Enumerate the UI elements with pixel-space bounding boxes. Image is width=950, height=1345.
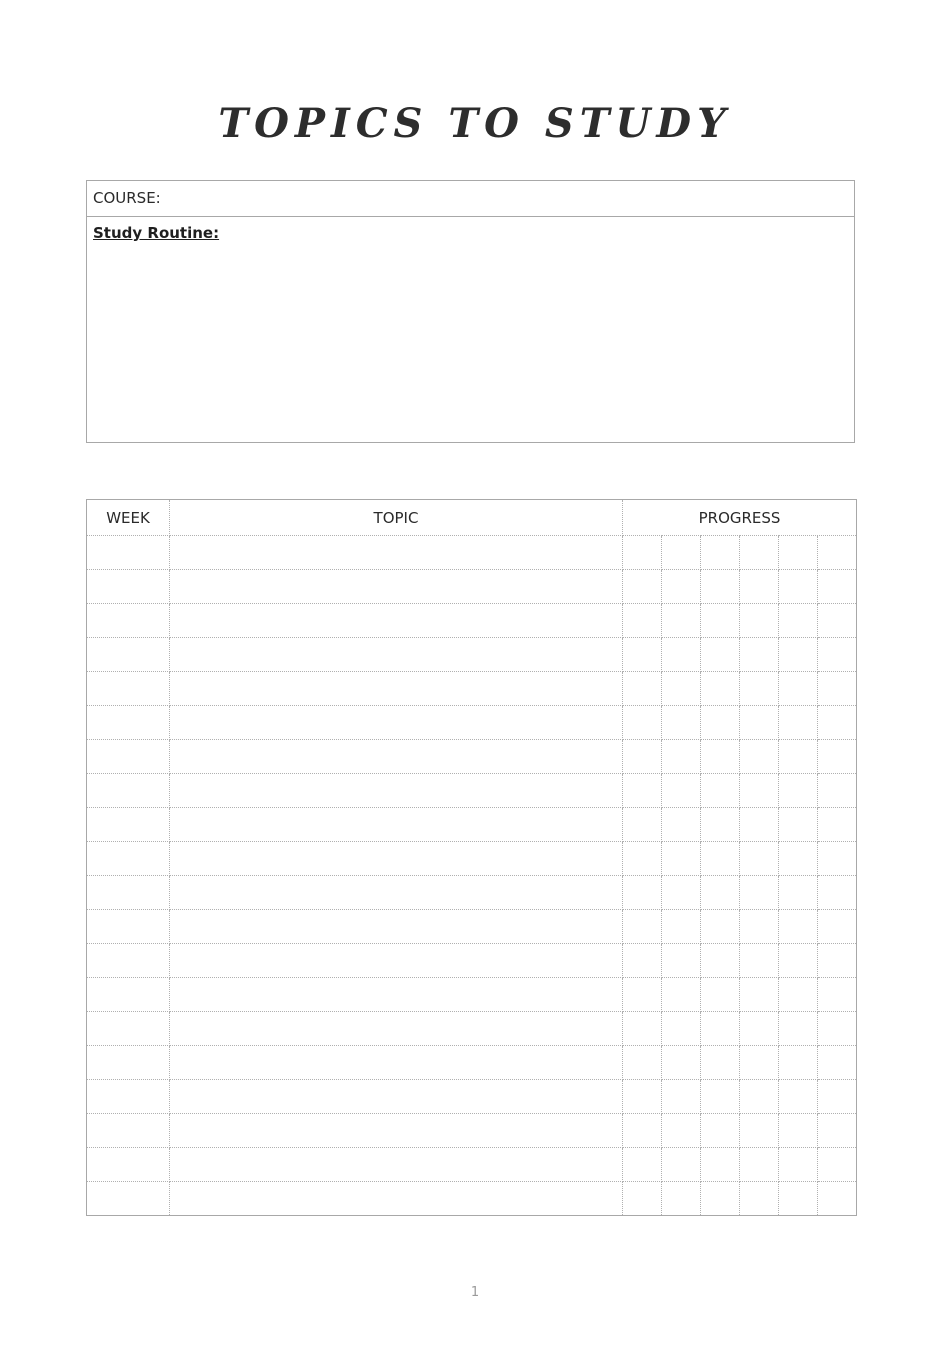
topic-cell[interactable] [170, 706, 623, 740]
progress-checkbox-cell[interactable] [818, 1114, 857, 1148]
progress-checkbox-cell[interactable] [701, 1046, 740, 1080]
table-row [87, 978, 857, 1012]
progress-checkbox-cell[interactable] [623, 1114, 662, 1148]
course-info-box [86, 180, 855, 443]
table-header-row [87, 500, 857, 536]
table-row [87, 740, 857, 774]
topic-cell[interactable] [170, 978, 623, 1012]
table-body [87, 536, 857, 1216]
progress-checkbox-cell[interactable] [623, 910, 662, 944]
week-cell[interactable] [87, 978, 170, 1012]
progress-checkbox-cell[interactable] [662, 1012, 701, 1046]
progress-checkbox-cell[interactable] [818, 740, 857, 774]
progress-checkbox-cell[interactable] [623, 706, 662, 740]
progress-checkbox-cell[interactable] [662, 1114, 701, 1148]
progress-checkbox-cell[interactable] [623, 808, 662, 842]
progress-checkbox-cell[interactable] [662, 1182, 701, 1216]
progress-checkbox-cell[interactable] [818, 1148, 857, 1182]
progress-checkbox-cell[interactable] [818, 604, 857, 638]
progress-checkbox-cell[interactable] [662, 672, 701, 706]
table-row [87, 638, 857, 672]
progress-checkbox-cell[interactable] [818, 910, 857, 944]
progress-checkbox-cell[interactable] [623, 1148, 662, 1182]
week-cell[interactable] [87, 774, 170, 808]
progress-checkbox-cell[interactable] [779, 740, 818, 774]
topic-cell[interactable] [170, 1046, 623, 1080]
progress-checkbox-cell[interactable] [818, 1182, 857, 1216]
week-cell[interactable] [87, 944, 170, 978]
progress-checkbox-cell[interactable] [623, 1182, 662, 1216]
progress-checkbox-cell[interactable] [662, 1148, 701, 1182]
progress-checkbox-cell[interactable] [779, 638, 818, 672]
progress-checkbox-cell[interactable] [701, 1114, 740, 1148]
topic-cell[interactable] [170, 1148, 623, 1182]
topic-cell[interactable] [170, 536, 623, 570]
topic-cell[interactable] [170, 740, 623, 774]
topic-cell[interactable] [170, 638, 623, 672]
progress-checkbox-cell[interactable] [740, 570, 779, 604]
progress-checkbox-cell[interactable] [818, 1012, 857, 1046]
progress-checkbox-cell[interactable] [779, 774, 818, 808]
progress-checkbox-cell[interactable] [818, 808, 857, 842]
progress-checkbox-cell[interactable] [740, 1046, 779, 1080]
table-row [87, 1012, 857, 1046]
topic-cell[interactable] [170, 1182, 623, 1216]
progress-checkbox-cell[interactable] [662, 1046, 701, 1080]
progress-checkbox-cell[interactable] [701, 808, 740, 842]
topic-cell[interactable] [170, 1012, 623, 1046]
progress-checkbox-cell[interactable] [701, 638, 740, 672]
week-cell[interactable] [87, 1080, 170, 1114]
progress-checkbox-cell[interactable] [623, 740, 662, 774]
progress-checkbox-cell[interactable] [818, 706, 857, 740]
progress-checkbox-cell[interactable] [818, 1046, 857, 1080]
progress-checkbox-cell[interactable] [779, 944, 818, 978]
progress-checkbox-cell[interactable] [662, 536, 701, 570]
progress-checkbox-cell[interactable] [740, 740, 779, 774]
table-row [87, 706, 857, 740]
page-title: TOPICS TO STUDY [218, 100, 732, 147]
table-row [87, 1182, 857, 1216]
progress-header: PROGRESS [623, 500, 857, 536]
progress-checkbox-cell[interactable] [662, 910, 701, 944]
progress-checkbox-cell[interactable] [623, 774, 662, 808]
week-cell[interactable] [87, 1012, 170, 1046]
table-row [87, 604, 857, 638]
progress-checkbox-cell[interactable] [701, 774, 740, 808]
progress-checkbox-cell[interactable] [662, 808, 701, 842]
progress-checkbox-cell[interactable] [662, 978, 701, 1012]
week-cell[interactable] [87, 1114, 170, 1148]
topic-cell[interactable] [170, 808, 623, 842]
progress-checkbox-cell[interactable] [740, 706, 779, 740]
progress-checkbox-cell[interactable] [779, 1080, 818, 1114]
topic-cell[interactable] [170, 910, 623, 944]
progress-checkbox-cell[interactable] [623, 570, 662, 604]
progress-checkbox-cell[interactable] [779, 910, 818, 944]
progress-checkbox-cell[interactable] [623, 1012, 662, 1046]
topics-table [86, 499, 857, 1216]
progress-checkbox-cell[interactable] [779, 1012, 818, 1046]
study-routine-label: Study Routine: [93, 224, 220, 242]
week-cell[interactable] [87, 638, 170, 672]
progress-checkbox-cell[interactable] [740, 842, 779, 876]
week-cell[interactable] [87, 570, 170, 604]
progress-checkbox-cell[interactable] [818, 672, 857, 706]
progress-checkbox-cell[interactable] [701, 944, 740, 978]
progress-checkbox-cell[interactable] [818, 1080, 857, 1114]
progress-checkbox-cell[interactable] [701, 1148, 740, 1182]
course-label: COURSE: [93, 189, 161, 207]
progress-checkbox-cell[interactable] [701, 842, 740, 876]
progress-checkbox-cell[interactable] [701, 604, 740, 638]
progress-checkbox-cell[interactable] [818, 842, 857, 876]
progress-checkbox-cell[interactable] [740, 604, 779, 638]
week-cell[interactable] [87, 1148, 170, 1182]
table-row [87, 1114, 857, 1148]
progress-checkbox-cell[interactable] [779, 1046, 818, 1080]
topic-cell[interactable] [170, 1080, 623, 1114]
progress-checkbox-cell[interactable] [818, 774, 857, 808]
progress-checkbox-cell[interactable] [740, 536, 779, 570]
progress-checkbox-cell[interactable] [740, 944, 779, 978]
progress-checkbox-cell[interactable] [740, 1148, 779, 1182]
table-row [87, 672, 857, 706]
table-row [87, 570, 857, 604]
topic-cell[interactable] [170, 876, 623, 910]
week-cell[interactable] [87, 876, 170, 910]
progress-checkbox-cell[interactable] [779, 604, 818, 638]
progress-checkbox-cell[interactable] [740, 876, 779, 910]
progress-checkbox-cell[interactable] [740, 808, 779, 842]
progress-checkbox-cell[interactable] [740, 774, 779, 808]
topic-cell[interactable] [170, 944, 623, 978]
page-number: 1 [470, 1285, 480, 1300]
progress-checkbox-cell[interactable] [740, 1182, 779, 1216]
progress-checkbox-cell[interactable] [701, 570, 740, 604]
topic-header: TOPIC [170, 500, 623, 536]
progress-checkbox-cell[interactable] [662, 876, 701, 910]
progress-checkbox-cell[interactable] [623, 1046, 662, 1080]
progress-checkbox-cell[interactable] [662, 740, 701, 774]
progress-checkbox-cell[interactable] [740, 1114, 779, 1148]
progress-checkbox-cell[interactable] [623, 876, 662, 910]
progress-checkbox-cell[interactable] [779, 570, 818, 604]
table-row [87, 536, 857, 570]
progress-checkbox-cell[interactable] [818, 876, 857, 910]
progress-checkbox-cell[interactable] [623, 604, 662, 638]
progress-checkbox-cell[interactable] [662, 1080, 701, 1114]
progress-checkbox-cell[interactable] [818, 978, 857, 1012]
progress-checkbox-cell[interactable] [740, 910, 779, 944]
progress-checkbox-cell[interactable] [662, 638, 701, 672]
progress-checkbox-cell[interactable] [701, 910, 740, 944]
week-cell[interactable] [87, 842, 170, 876]
progress-checkbox-cell[interactable] [623, 672, 662, 706]
topic-cell[interactable] [170, 570, 623, 604]
progress-checkbox-cell[interactable] [779, 536, 818, 570]
topic-cell[interactable] [170, 774, 623, 808]
progress-checkbox-cell[interactable] [701, 740, 740, 774]
progress-checkbox-cell[interactable] [701, 536, 740, 570]
progress-checkbox-cell[interactable] [818, 944, 857, 978]
table-row [87, 808, 857, 842]
progress-checkbox-cell[interactable] [662, 570, 701, 604]
table-row [87, 1080, 857, 1114]
week-cell[interactable] [87, 910, 170, 944]
week-cell[interactable] [87, 808, 170, 842]
week-header: WEEK [87, 500, 170, 536]
table-row [87, 876, 857, 910]
progress-checkbox-cell[interactable] [740, 978, 779, 1012]
progress-checkbox-cell[interactable] [623, 536, 662, 570]
progress-checkbox-cell[interactable] [779, 672, 818, 706]
table-row [87, 944, 857, 978]
course-field[interactable] [87, 181, 854, 217]
progress-checkbox-cell[interactable] [701, 706, 740, 740]
table-row [87, 1148, 857, 1182]
progress-checkbox-cell[interactable] [662, 842, 701, 876]
progress-checkbox-cell[interactable] [740, 1080, 779, 1114]
week-cell[interactable] [87, 672, 170, 706]
progress-checkbox-cell[interactable] [818, 536, 857, 570]
progress-checkbox-cell[interactable] [701, 1012, 740, 1046]
progress-checkbox-cell[interactable] [779, 1148, 818, 1182]
progress-checkbox-cell[interactable] [740, 1012, 779, 1046]
progress-checkbox-cell[interactable] [779, 842, 818, 876]
progress-checkbox-cell[interactable] [701, 876, 740, 910]
progress-checkbox-cell[interactable] [779, 978, 818, 1012]
week-cell[interactable] [87, 1046, 170, 1080]
table-row [87, 774, 857, 808]
table-row [87, 842, 857, 876]
week-cell[interactable] [87, 740, 170, 774]
progress-checkbox-cell[interactable] [701, 978, 740, 1012]
progress-checkbox-cell[interactable] [662, 706, 701, 740]
progress-checkbox-cell[interactable] [818, 638, 857, 672]
progress-checkbox-cell[interactable] [701, 672, 740, 706]
table-row [87, 1046, 857, 1080]
progress-checkbox-cell[interactable] [662, 604, 701, 638]
progress-checkbox-cell[interactable] [779, 876, 818, 910]
progress-checkbox-cell[interactable] [779, 706, 818, 740]
topic-cell[interactable] [170, 604, 623, 638]
progress-checkbox-cell[interactable] [623, 1080, 662, 1114]
progress-checkbox-cell[interactable] [701, 1182, 740, 1216]
progress-checkbox-cell[interactable] [779, 1114, 818, 1148]
progress-checkbox-cell[interactable] [662, 944, 701, 978]
week-cell[interactable] [87, 706, 170, 740]
progress-checkbox-cell[interactable] [623, 842, 662, 876]
topic-cell[interactable] [170, 672, 623, 706]
progress-checkbox-cell[interactable] [740, 638, 779, 672]
topic-cell[interactable] [170, 1114, 623, 1148]
week-cell[interactable] [87, 604, 170, 638]
progress-checkbox-cell[interactable] [662, 774, 701, 808]
progress-checkbox-cell[interactable] [818, 570, 857, 604]
topic-cell[interactable] [170, 842, 623, 876]
progress-checkbox-cell[interactable] [701, 1080, 740, 1114]
table-row [87, 910, 857, 944]
progress-checkbox-cell[interactable] [779, 808, 818, 842]
progress-checkbox-cell[interactable] [740, 672, 779, 706]
progress-checkbox-cell[interactable] [623, 978, 662, 1012]
progress-checkbox-cell[interactable] [779, 1182, 818, 1216]
week-cell[interactable] [87, 536, 170, 570]
progress-checkbox-cell[interactable] [623, 638, 662, 672]
week-cell[interactable] [87, 1182, 170, 1216]
progress-checkbox-cell[interactable] [623, 944, 662, 978]
